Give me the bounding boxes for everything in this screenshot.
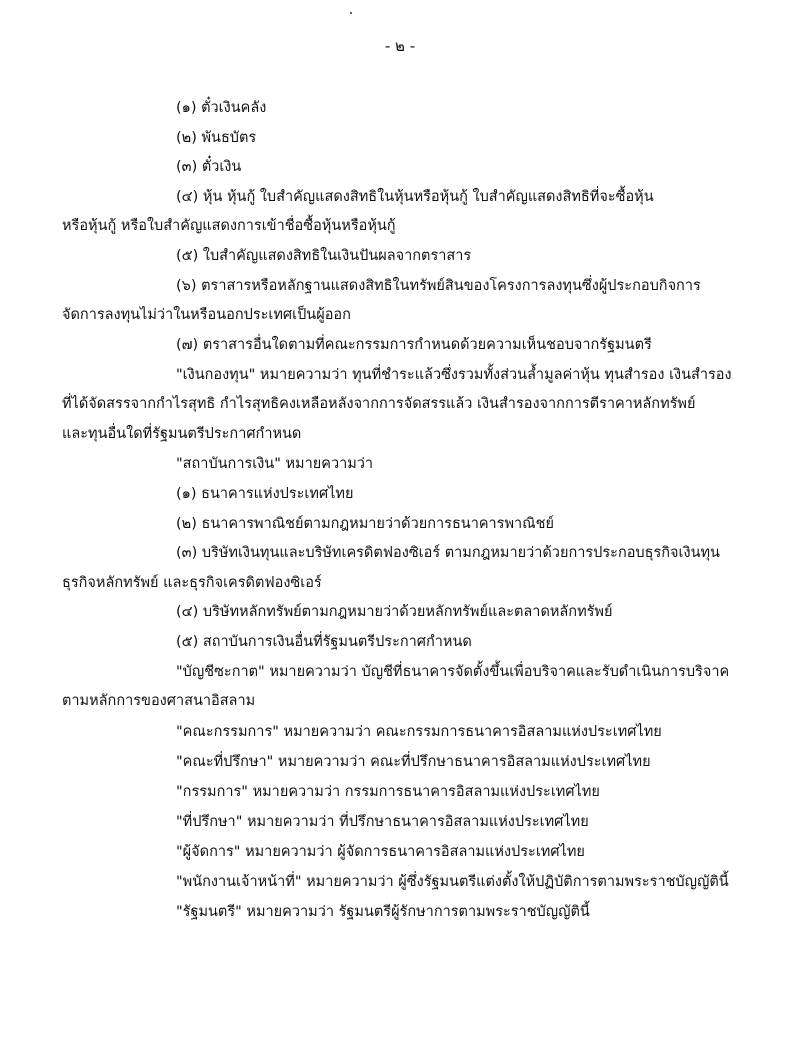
list-item: (๓) บริษัทเงินทุนและบริษัทเครดิตฟองซิเอร์ ตามกฎหมายว่าด้วยการประกอบธุรกิจเงินทุน (176, 545, 720, 561)
definition-paragraph: "พนักงานเจ้าหน้าที่" หมายความว่า ผู้ซึ่งรัฐมนตรีแต่งตั้งให้ปฏิบัติการตามพระราชบัญญัตินี้ (176, 874, 729, 890)
list-item: (๑) ธนาคารแห่งประเทศไทย (176, 486, 354, 502)
definition-paragraph: "สถาบันการเงิน" หมายความว่า (176, 456, 374, 472)
list-item: (๔) บริษัทหลักทรัพย์ตามกฎหมายว่าด้วยหลักทรัพย์และตลาดหลักทรัพย์ (176, 604, 613, 620)
list-item: (๗) ตราสารอื่นใดตามที่คณะกรรมการกำหนดด้วยความเห็นชอบจากรัฐมนตรี (176, 337, 652, 353)
paragraph-continuation: หรือหุ้นกู้ หรือใบสำคัญแสดงการเข้าชื่อซื้อหุ้นหรือหุ้นกู้ (62, 218, 396, 234)
paragraph-continuation: ที่ได้จัดสรรจากกำไรสุทธิ กำไรสุทธิคงเหลือหลังจากการจัดสรรแล้ว เงินสำรองจากการตีราคาหลักทรัพย์ (62, 396, 696, 412)
list-item: (๖) ตราสารหรือหลักฐานแสดงสิทธิในทรัพย์สินของโครงการลงทุนซึ่งผู้ประกอบกิจการ (176, 278, 701, 294)
definition-paragraph: "คณะที่ปรึกษา" หมายความว่า คณะที่ปรึกษาธนาคารอิสลามแห่งประเทศไทย (176, 754, 651, 770)
paragraph-continuation: และทุนอื่นใดที่รัฐมนตรีประกาศกำหนด (62, 426, 302, 442)
scan-speck (350, 12, 352, 14)
list-item: (๑) ตั๋วเงินคลัง (176, 100, 267, 116)
definition-paragraph: "ที่ปรึกษา" หมายความว่า ที่ปรึกษาธนาคารอิสลามแห่งประเทศไทย (176, 814, 589, 830)
list-item: (๒) ธนาคารพาณิชย์ตามกฎหมายว่าด้วยการธนาคารพาณิชย์ (176, 516, 554, 532)
list-item: (๔) หุ้น หุ้นกู้ ใบสำคัญแสดงสิทธิในหุ้นหรือหุ้นกู้ ใบสำคัญแสดงสิทธิที่จะซื้อหุ้น (176, 189, 654, 205)
definition-paragraph: "กรรมการ" หมายความว่า กรรมการธนาคารอิสลามแห่งประเทศไทย (176, 784, 600, 800)
paragraph-continuation: ตามหลักการของศาสนาอิสลาม (62, 693, 256, 709)
list-item: (๓) ตั๋วเงิน (176, 159, 242, 175)
list-item: (๒) พันธบัตร (176, 130, 257, 146)
page-number: - ๒ - (384, 37, 416, 55)
definition-paragraph: "ผู้จัดการ" หมายความว่า ผู้จัดการธนาคารอิสลามแห่งประเทศไทย (176, 844, 585, 860)
definition-paragraph: "เงินกองทุน" หมายความว่า ทุนที่ชำระแล้วซึ่งรวมทั้งส่วนล้ำมูลค่าหุ้น ทุนสำรอง เงินสำรอง (176, 367, 732, 383)
definition-paragraph: "คณะกรรมการ" หมายความว่า คณะกรรมการธนาคารอิสลามแห่งประเทศไทย (176, 724, 662, 740)
definition-paragraph: "บัญชีซะกาต" หมายความว่า บัญชีที่ธนาคารจัดตั้งขึ้นเพื่อบริจาคและรับดำเนินการบริจาค (176, 664, 730, 680)
definition-paragraph: "รัฐมนตรี" หมายความว่า รัฐมนตรีผู้รักษาการตามพระราชบัญญัตินี้ (176, 904, 590, 920)
paragraph-continuation: ธุรกิจหลักทรัพย์ และธุรกิจเครดิตฟองซิเอร์ (62, 575, 322, 591)
paragraph-continuation: จัดการลงทุนไม่ว่าในหรือนอกประเทศเป็นผู้ออก (62, 307, 351, 323)
list-item: (๕) สถาบันการเงินอื่นที่รัฐมนตรีประกาศกำหนด (176, 634, 472, 650)
list-item: (๕) ใบสำคัญแสดงสิทธิในเงินปันผลจากตราสาร (176, 248, 472, 264)
